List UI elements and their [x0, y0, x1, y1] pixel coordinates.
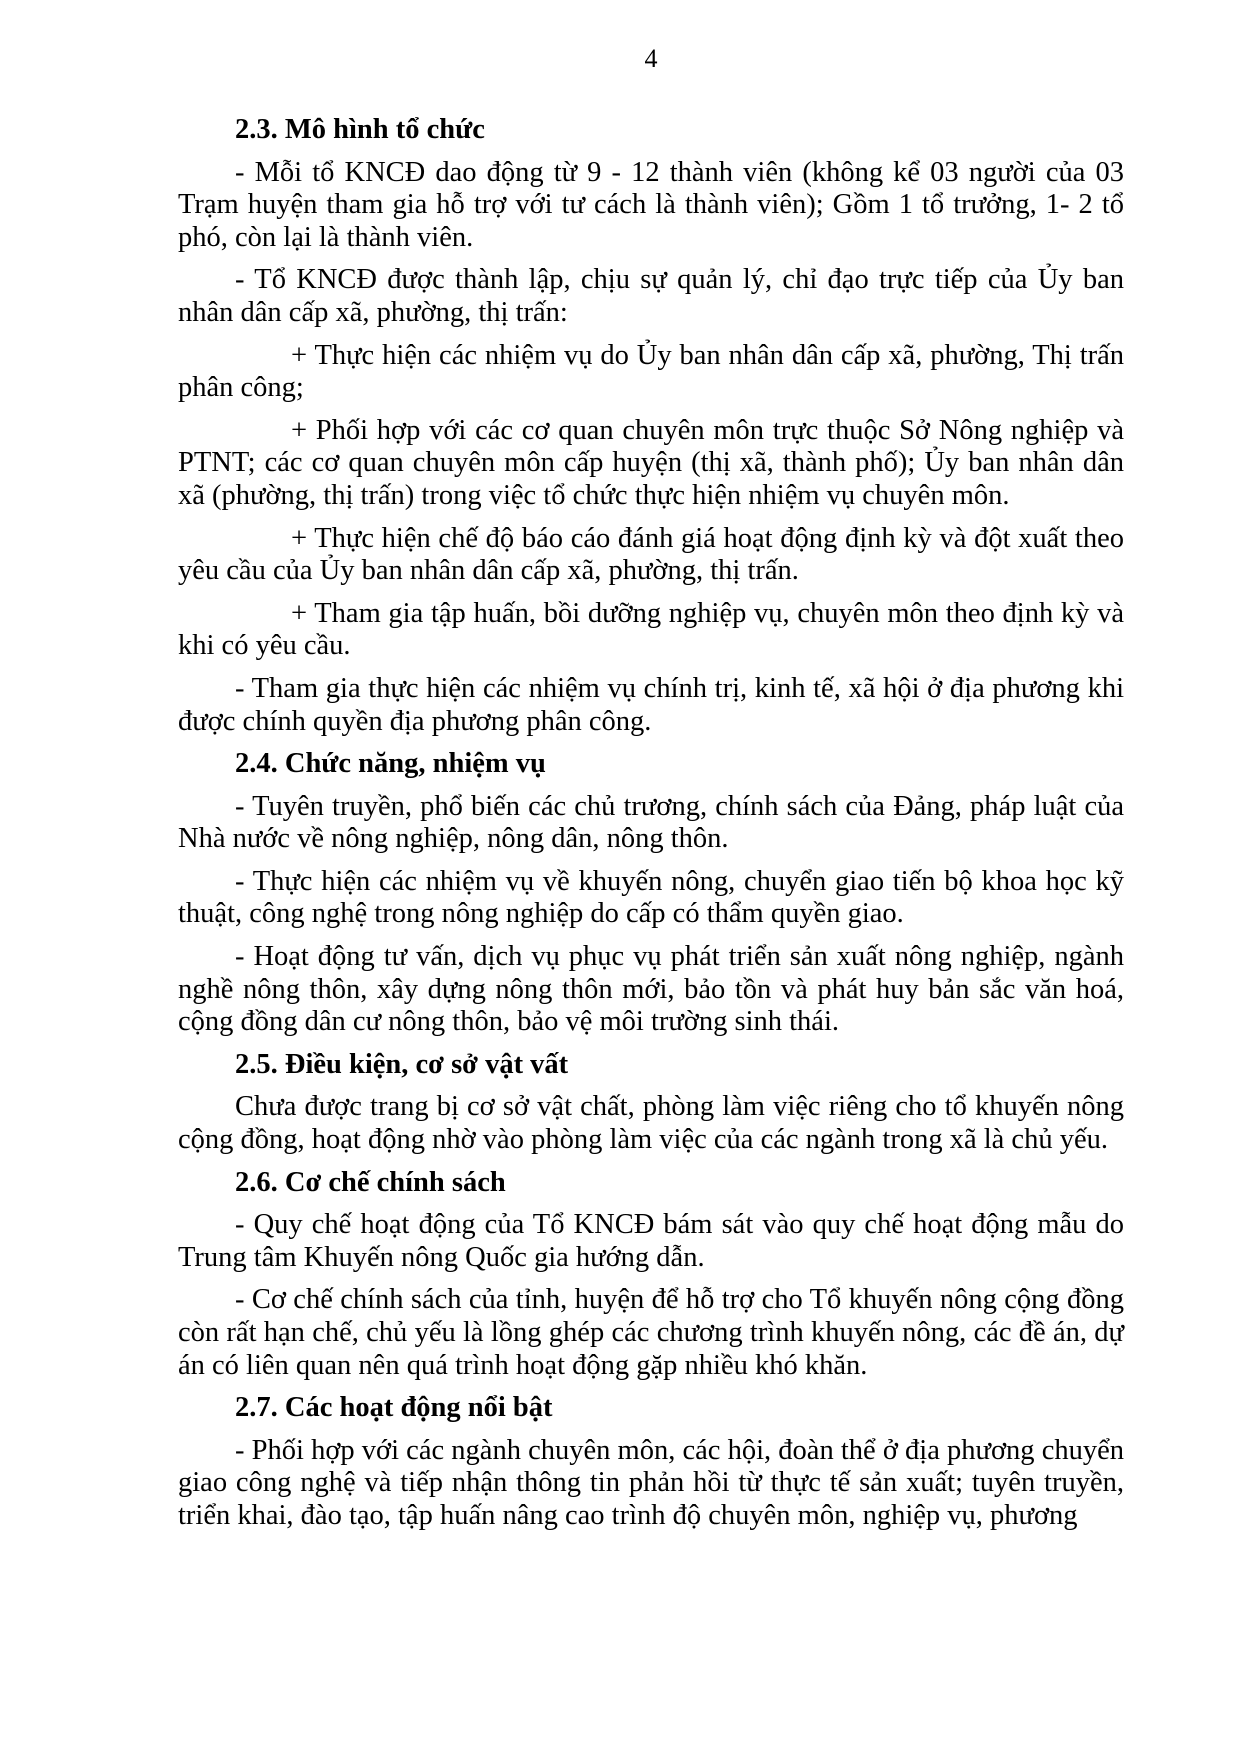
- paragraph: - Tuyên truyền, phổ biến các chủ trương, chính sách của Đảng, pháp luật của Nhà nước về nông nghiệp, nông dân, nông thôn.: [178, 790, 1124, 855]
- paragraph: - Quy chế hoạt động của Tổ KNCĐ bám sát vào quy chế hoạt động mẫu do Trung tâm Khuyến nông Quốc gia hướng dẫn.: [178, 1209, 1124, 1273]
- paragraph: - Mỗi tổ KNCĐ dao động từ 9 - 12 thành viên (không kể 03 người của 03 Trạm huyện tham gia hỗ trợ với tư cách là thành viên); Gồm 1 tổ trưởng, 1- 2 tổ phó, còn lại là thành viên.: [178, 156, 1124, 253]
- sub-paragraph: + Thực hiện chế độ báo cáo đánh giá hoạt động định kỳ và đột xuất theo yêu cầu của Ủy ban nhân dân cấp xã, phường, thị trấn.: [178, 522, 1124, 587]
- paragraph: - Cơ chế chính sách của tỉnh, huyện để hỗ trợ cho Tổ khuyến nông cộng đồng còn rất hạn chế, chủ yếu là lồng ghép các chương trình khuyến nông, các đề án, dự án có liên quan nên quá trình hoạt động gặp nhiều khó khăn.: [178, 1284, 1124, 1381]
- document-body: [178, 114, 1124, 1543]
- section-heading-2-3: 2.3. Mô hình tổ chức: [235, 114, 485, 145]
- paragraph: Chưa được trang bị cơ sở vật chất, phòng làm việc riêng cho tổ khuyến nông cộng đồng, hoạt động nhờ vào phòng làm việc của các ngành trong xã là chủ yếu.: [178, 1091, 1124, 1156]
- sub-paragraph: + Thực hiện các nhiệm vụ do Ủy ban nhân dân cấp xã, phường, Thị trấn phân công;: [178, 339, 1124, 404]
- sub-paragraph: + Phối hợp với các cơ quan chuyên môn trực thuộc Sở Nông nghiệp và PTNT; các cơ quan chuyên môn cấp huyện (thị xã, thành phố); Ủy ban nhân dân xã (phường, thị trấn) trong việc tổ chức thực hiện nhiệm vụ chuyên môn.: [178, 414, 1124, 511]
- section-heading-2-4: 2.4. Chức năng, nhiệm vụ: [235, 748, 546, 780]
- page-number: 4: [644, 44, 658, 73]
- paragraph: - Thực hiện các nhiệm vụ về khuyến nông, chuyển giao tiến bộ khoa học kỹ thuật, công nghệ trong nông nghiệp do cấp có thẩm quyền giao.: [178, 865, 1124, 930]
- paragraph: - Tham gia thực hiện các nhiệm vụ chính trị, kinh tế, xã hội ở địa phương khi được chính quyền địa phương phân công.: [178, 672, 1124, 737]
- section-heading-2-7: 2.7. Các hoạt động nổi bật: [235, 1392, 553, 1424]
- paragraph: - Hoạt động tư vấn, dịch vụ phục vụ phát triển sản xuất nông nghiệp, ngành nghề nông thôn, xây dựng nông thôn mới, bảo tồn và phát huy bản sắc văn hoá, cộng đồng dân cư nông thôn, bảo vệ môi trường sinh thái.: [178, 941, 1124, 1038]
- section-heading-2-5: 2.5. Điều kiện, cơ sở vật vất: [235, 1048, 569, 1080]
- paragraph: - Phối hợp với các ngành chuyên môn, các hội, đoàn thể ở địa phương chuyển giao công nghệ và tiếp nhận thông tin phản hồi từ thực tế sản xuất; tuyên truyền, triển khai, đào tạo, tập huấn nâng cao trình độ chuyên môn, nghiệp vụ, phương: [178, 1434, 1124, 1531]
- paragraph: - Tổ KNCĐ được thành lập, chịu sự quản lý, chỉ đạo trực tiếp của Ủy ban nhân dân cấp xã, phường, thị trấn:: [178, 264, 1124, 328]
- sub-paragraph: + Tham gia tập huấn, bồi dưỡng nghiệp vụ, chuyên môn theo định kỳ và khi có yêu cầu.: [178, 597, 1124, 662]
- section-heading-2-6: 2.6. Cơ chế chính sách: [235, 1166, 506, 1198]
